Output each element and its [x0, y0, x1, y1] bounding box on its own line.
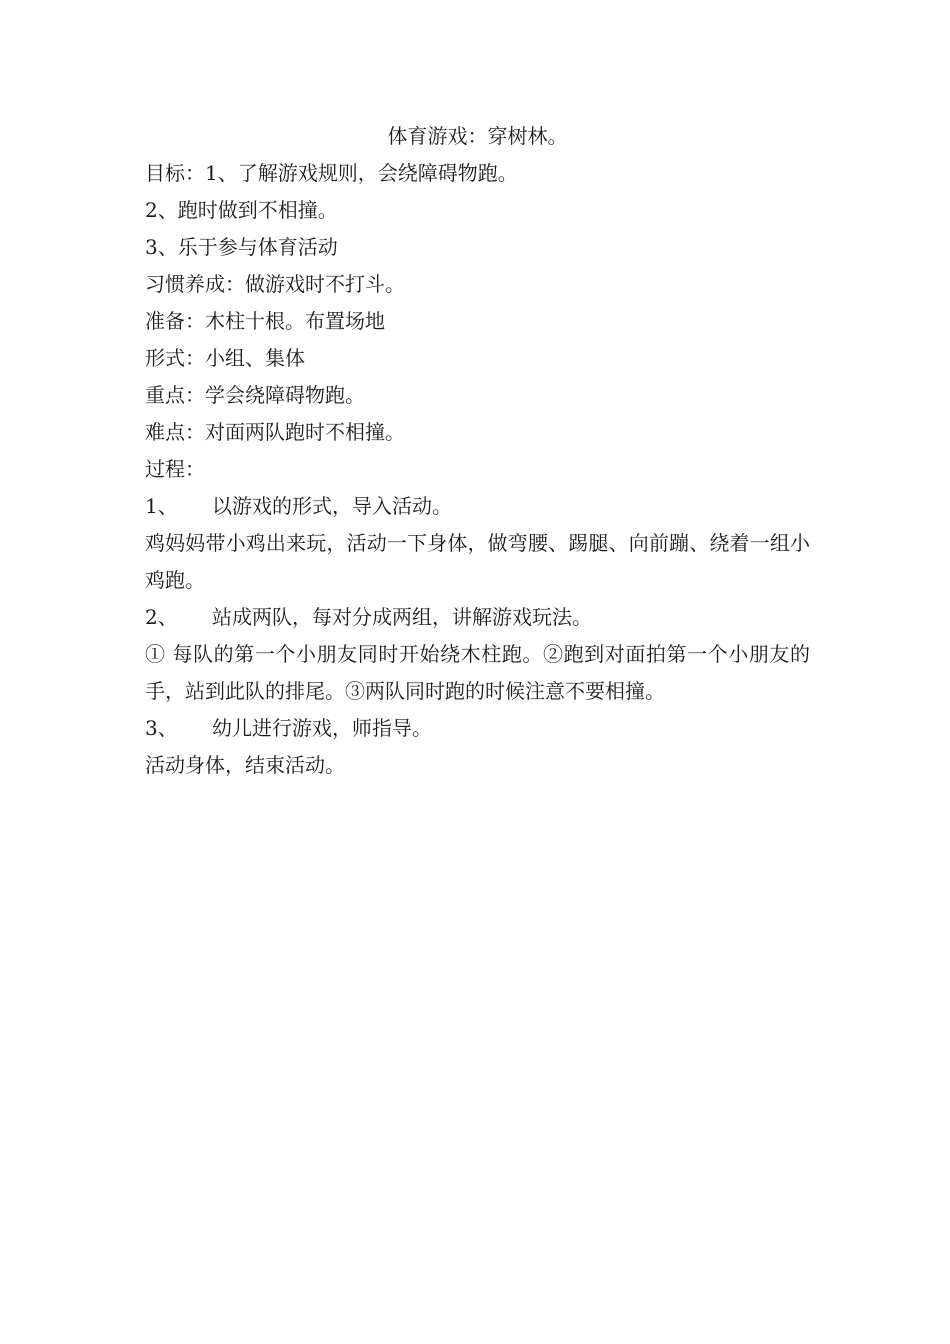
step-1	[145, 488, 810, 525]
step-3	[145, 710, 810, 747]
habit-line: 习惯养成：做游戏时不打斗。	[145, 272, 405, 296]
closing-line: 活动身体，结束活动。	[145, 753, 345, 777]
step-2-text: 站成两队，每对分成两组，讲解游戏玩法。	[212, 605, 592, 629]
step-1-number: 1、	[145, 494, 178, 518]
document-body	[145, 118, 810, 784]
step-1-detail: 鸡妈妈带小鸡出来玩，活动一下身体，做弯腰、踢腿、向前蹦、绕着一组小鸡跑。	[145, 531, 810, 592]
step-2-number: 2、	[145, 605, 178, 629]
goal-line-2: 2、跑时做到不相撞。	[145, 198, 338, 222]
step-3-number: 3、	[145, 716, 178, 740]
goal-line-1: 目标：1、了解游戏规则，会绕障碍物跑。	[145, 161, 518, 185]
key-point-line: 重点：学会绕障碍物跑。	[145, 383, 365, 407]
document-title: 体育游戏：穿树林。	[387, 124, 568, 148]
goal-line-3: 3、乐于参与体育活动	[145, 235, 338, 259]
difficulty-line: 难点：对面两队跑时不相撞。	[145, 420, 405, 444]
process-label: 过程：	[145, 457, 205, 481]
step-2	[145, 599, 810, 636]
form-line: 形式：小组、集体	[145, 346, 305, 370]
preparation-line: 准备：木柱十根。布置场地	[145, 309, 385, 333]
step-3-text: 幼儿进行游戏，师指导。	[212, 716, 432, 740]
step-1-text: 以游戏的形式，导入活动。	[212, 494, 452, 518]
step-2-detail: ① 每队的第一个小朋友同时开始绕木柱跑。②跑到对面拍第一个小朋友的手，站到此队的排尾。③两队同时跑的时候注意不要相撞。	[145, 642, 810, 703]
